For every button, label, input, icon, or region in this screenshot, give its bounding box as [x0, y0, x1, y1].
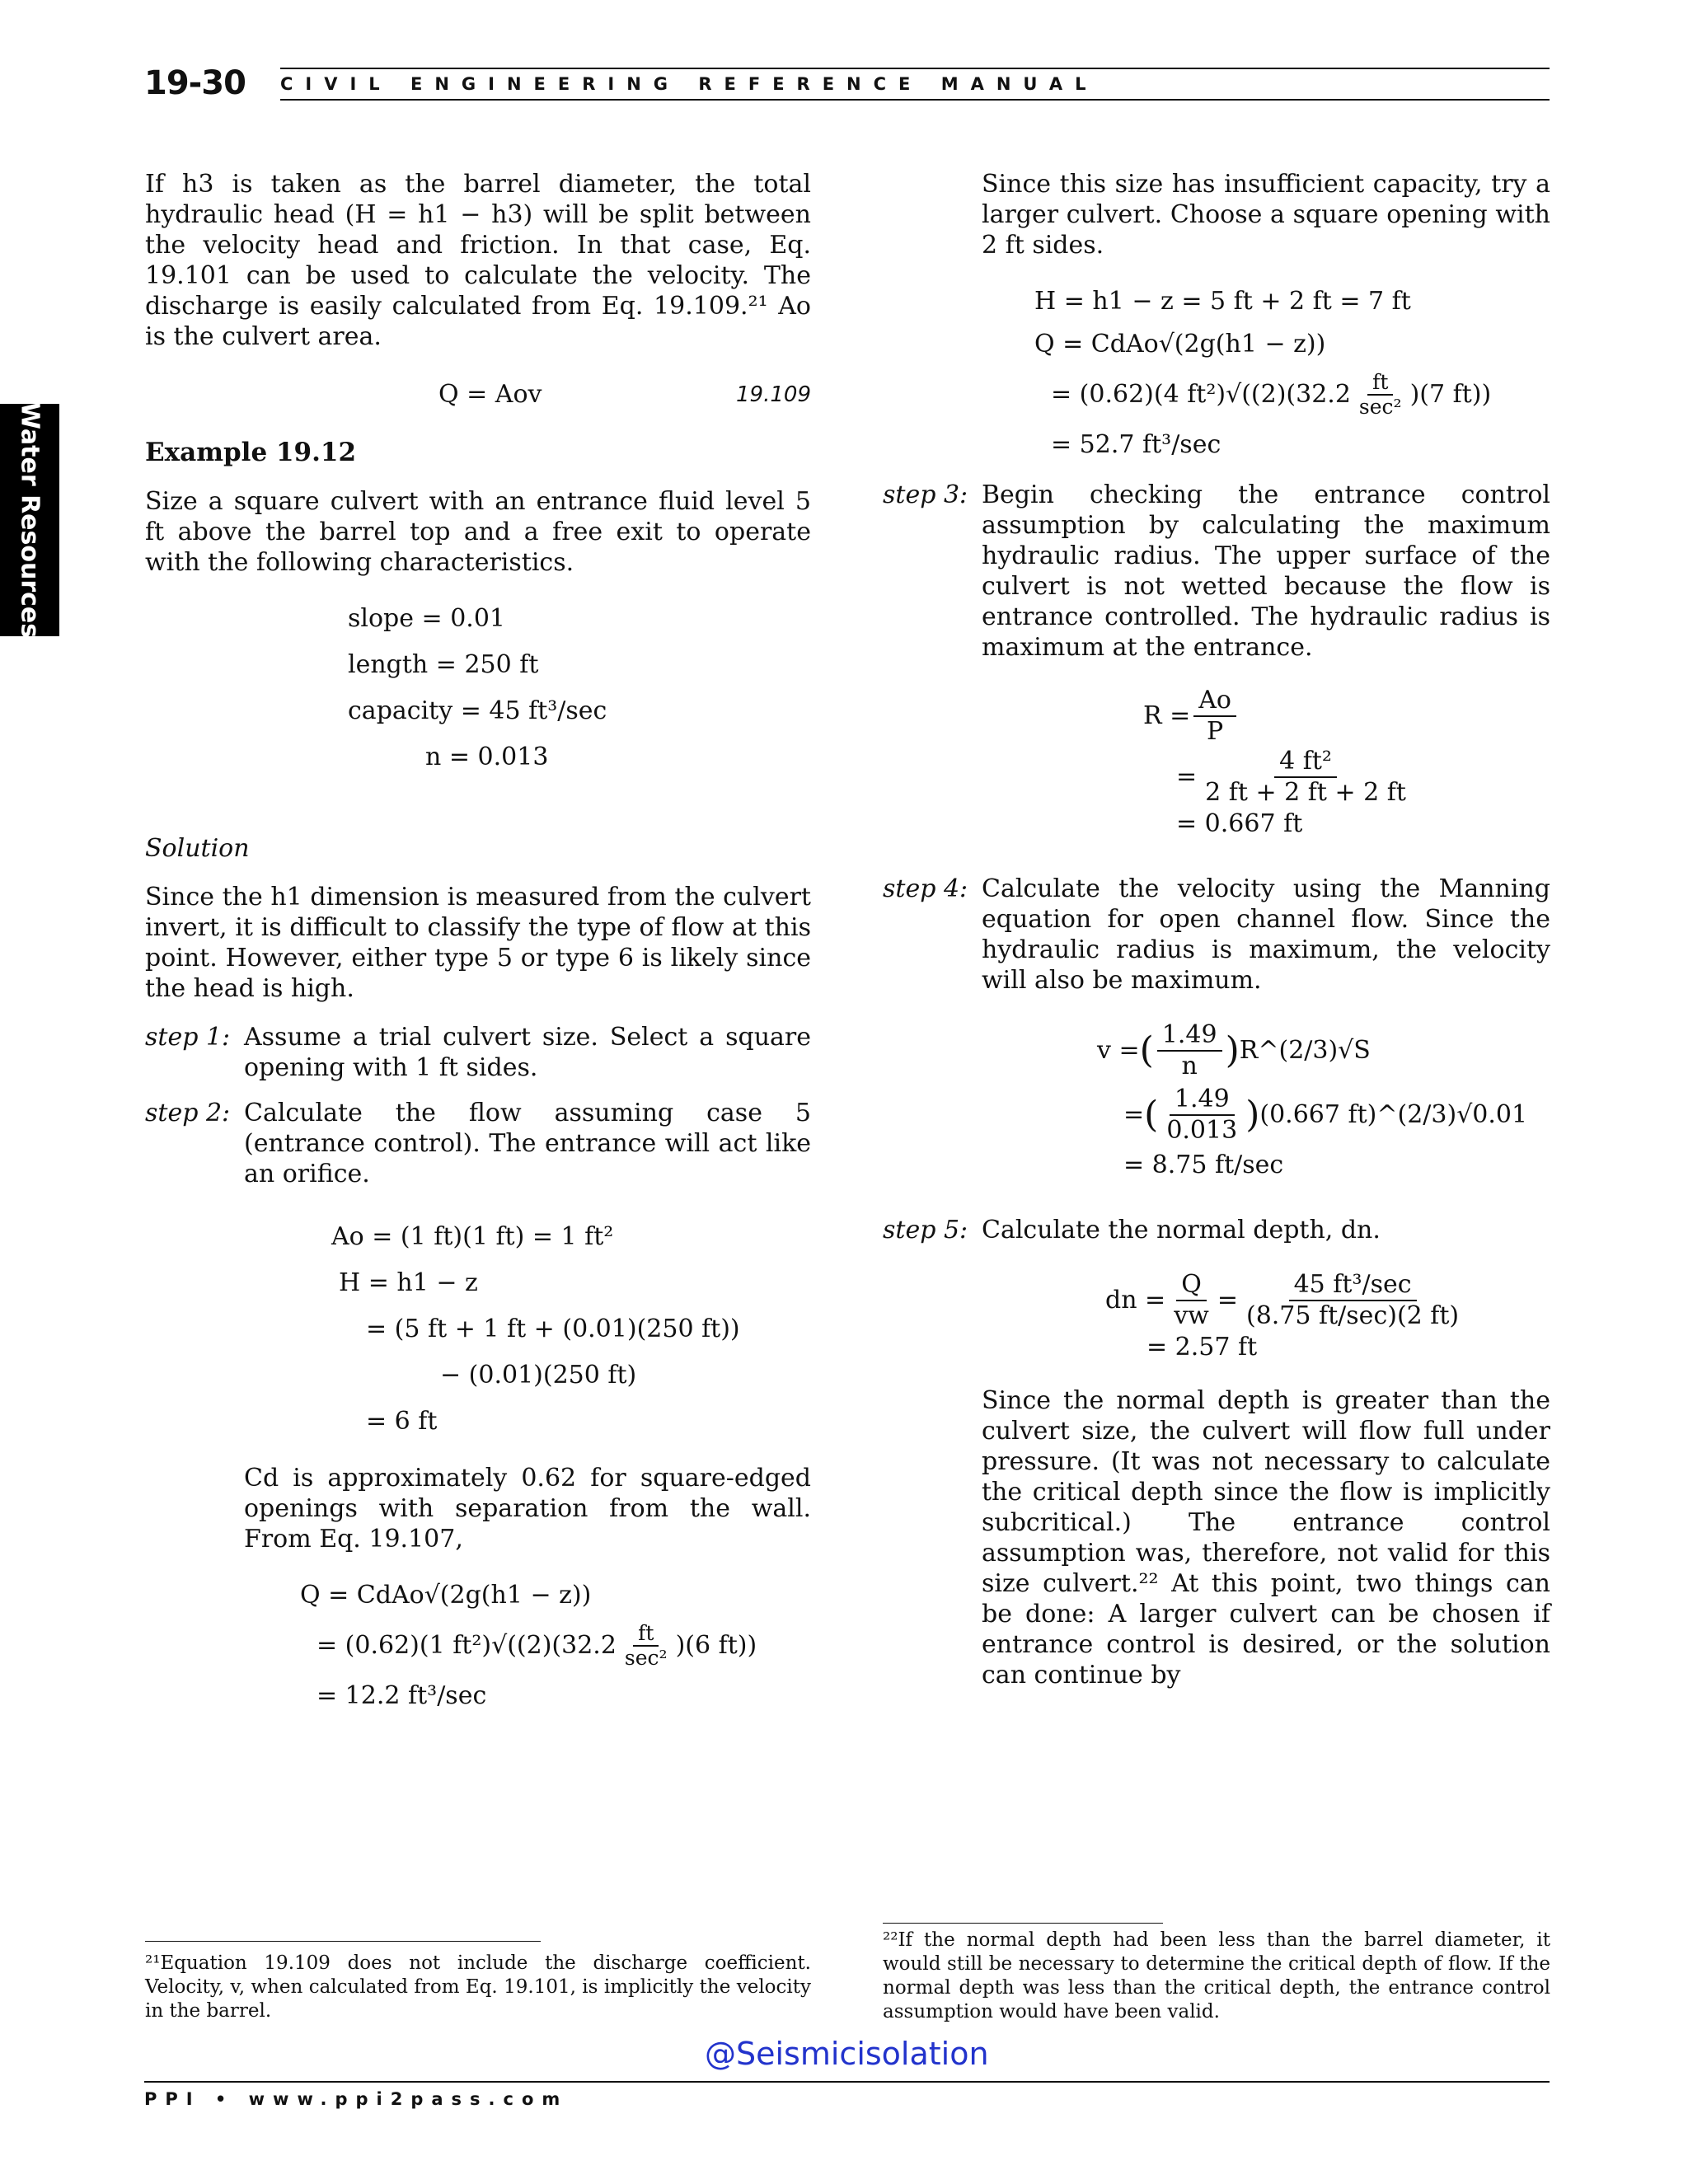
closing-paragraph: Since the normal depth is greater than the culvert size, the culvert will flow full under pressure. (It was not necessary to calculate the critical depth since the flow is implicitly subcritical.) The entrance control assumption was, therefore, not valid for this size culvert.²² At this point, two things can be done: A larger culvert can be chosen if entrance control is desired, or the solution can continue by [982, 1386, 1550, 1690]
equation-head-result: = 6 ft [366, 1407, 438, 1436]
radius-definition: R = $\frac{Ao}{P}$ [1143, 686, 1550, 747]
fraction: $\frac{ft}{\text{sec²}}$ [624, 1621, 668, 1670]
step-4 [883, 874, 1550, 996]
side-tab [0, 401, 59, 639]
given-slope: slope = 0.01 [348, 604, 506, 633]
fraction: $\frac{1.49}{n}$ [1157, 1020, 1222, 1081]
equation-text: Q = Aov [438, 380, 542, 409]
running-title: CIVIL ENGINEERING REFERENCE MANUAL [280, 74, 1099, 94]
step-label: step 3: [883, 480, 968, 509]
fraction: $\frac{Q}{vw}$ [1174, 1270, 1209, 1330]
radius-result: = 0.667 ft [1176, 809, 1303, 838]
manning-substituted: = ( $\frac{1.49}{0.013}$ ) (0.667 ft)^(2/3)√0.01 [1123, 1085, 1528, 1145]
side-tab-label: Water Resources [15, 401, 45, 639]
normal-depth-equations [883, 1270, 1550, 1364]
step-3 [883, 480, 1550, 663]
flow-equation-result: = 12.2 ft³/sec [316, 1681, 487, 1710]
footer-text: PPI • www.ppi2pass.com [144, 2089, 569, 2109]
flow-equation-substituted: = (0.62)(1 ft²)√((2)(32.2 $\frac{ft}{\text{sec²}}$ )(6 ft)) [316, 1621, 757, 1670]
fraction: $\frac{\text{4 ft²}}{2 ft + 2 ft + 2 ft}$ [1205, 747, 1406, 807]
velocity-result: = 8.75 ft/sec [1123, 1151, 1284, 1179]
footer-rule [144, 2081, 1550, 2083]
footnote-rule-left [145, 1941, 541, 1942]
intro-paragraph: If h3 is taken as the barrel diameter, the total hydraulic head (H = h1 − h3) will be split between the velocity head and friction. In that case, Eq. 19.101 can be used to calculate the velocity. The discharge is easily calculated from Eq. 19.109.²¹ Ao is the culvert area. [145, 170, 811, 351]
watermark: @Seismicisolation [705, 2036, 989, 2072]
radius-substituted: = $\frac{\text{4 ft²}}{2 ft + 2 ft + 2 ft}$ [1143, 747, 1550, 808]
flow-equation-general: Q = CdAo√(2g(h1 − z)) [1034, 330, 1326, 359]
normal-depth-result: = 2.57 ft [1146, 1333, 1258, 1361]
flow-equation-substituted: = (0.62)(4 ft²)√((2)(32.2 $\frac{ft}{\text{sec²}}$ )(7 ft)) [1051, 370, 1492, 419]
fraction: $\frac{\text{45 ft³/sec}}{(8.75 ft/\sec)(2 ft)}$ [1245, 1270, 1460, 1330]
fraction: $\frac{1.49}{0.013}$ [1166, 1085, 1238, 1145]
equation-head: H = h1 − z [339, 1268, 478, 1297]
flow-equation-general: Q = CdAo√(2g(h1 − z)) [300, 1581, 592, 1610]
footnote-22: ²²If the normal depth had been less than the barrel diameter, it would still be necessary to determine the critical depth of flow. If the normal depth was less than the critical depth, the entrance control assumption would have been valid. [883, 1929, 1550, 2022]
left-column [145, 169, 811, 1713]
larger-culvert-equations [883, 285, 1550, 462]
header-rule-bottom [280, 99, 1550, 101]
given-values [145, 596, 811, 780]
fraction: $\frac{Ao}{P}$ [1193, 686, 1236, 747]
solution-text: Since the h1 dimension is measured from the culvert invert, it is difficult to classify the type of flow at this point. However, either type 5 or type 6 is likely since the head is high. [145, 883, 811, 1003]
step-label: step 2: [145, 1099, 231, 1127]
step-2-equations [145, 1214, 811, 1445]
larger-culvert-paragraph: Since this size has insufficient capacity, try a larger culvert. Choose a square opening with 2 ft sides. [982, 170, 1550, 260]
step-2-flow-equations [145, 1579, 811, 1713]
right-column [883, 169, 1550, 1690]
head-equation: H = h1 − z = 5 ft + 2 ft = 7 ft [1034, 287, 1411, 316]
step-label: step 1: [145, 1023, 231, 1052]
fraction: $\frac{ft}{\text{sec²}}$ [1358, 370, 1402, 419]
example-title: Example 19.12 [145, 438, 357, 467]
step-text: Calculate the velocity using the Manning equation for open channel flow. Since the hydraulic radius is maximum, the velocity will also be maximum. [982, 874, 1550, 995]
given-capacity: capacity = 45 ft³/sec [348, 696, 607, 725]
cd-paragraph: Cd is approximately 0.62 for square-edged openings with separation from the wall. From Eq. 19.107, [244, 1464, 811, 1554]
equation-number: 19.109 [736, 382, 811, 407]
normal-depth-equation: dn = $\frac{Q}{vw}$ = $\frac{\text{45 ft³/sec}}{(8.75 ft/\sec)(2 ft)}$ [1105, 1270, 1550, 1331]
given-n: n = 0.013 [425, 743, 549, 771]
step-text: Assume a trial culvert size. Select a square opening with 1 ft sides. [244, 1023, 811, 1082]
equation-head-expanded: = (5 ft + 1 ft + (0.01)(250 ft)) [366, 1315, 740, 1343]
step-2 [145, 1098, 811, 1189]
equation-area: Ao = (1 ft)(1 ft) = 1 ft² [331, 1222, 614, 1251]
step-text: Begin checking the entrance control assumption by calculating the maximum hydraulic radius. The upper surface of the culvert is not wetted because the flow is entrance controlled. The hydraulic radius is maximum at the entrance. [982, 480, 1550, 662]
step-text: Calculate the flow assuming case 5 (entrance control). The entrance will act like an orifice. [244, 1099, 811, 1188]
given-length: length = 250 ft [348, 650, 539, 679]
footnote-rule-right [883, 1923, 1163, 1924]
equation-19-109 [145, 378, 811, 411]
equation-head-continued: − (0.01)(250 ft) [440, 1361, 637, 1390]
manning-equation: v = ( $\frac{1.49}{n}$ ) R^(2/3)√S [1097, 1020, 1371, 1080]
flow-equation-result: = 52.7 ft³/sec [1051, 430, 1221, 459]
header-rule-top [280, 68, 1550, 69]
footnote-21: ²¹Equation 19.109 does not include the discharge coefficient. Velocity, v, when calculated from Eq. 19.101, is implicitly the velocity in the barrel. [145, 1952, 811, 2022]
step-text: Calculate the normal depth, dn. [982, 1216, 1381, 1244]
solution-label: Solution [145, 834, 250, 863]
example-statement: Size a square culvert with an entrance fluid level 5 ft above the barrel top and a free exit to operate with the following characteristics. [145, 487, 811, 577]
step-label: step 5: [883, 1216, 968, 1244]
step-label: step 4: [883, 874, 968, 903]
step-1 [145, 1022, 811, 1083]
hydraulic-radius-equations [883, 686, 1550, 841]
page-number: 19-30 [144, 64, 246, 102]
velocity-equations [883, 1020, 1550, 1182]
step-5 [883, 1215, 1550, 1245]
